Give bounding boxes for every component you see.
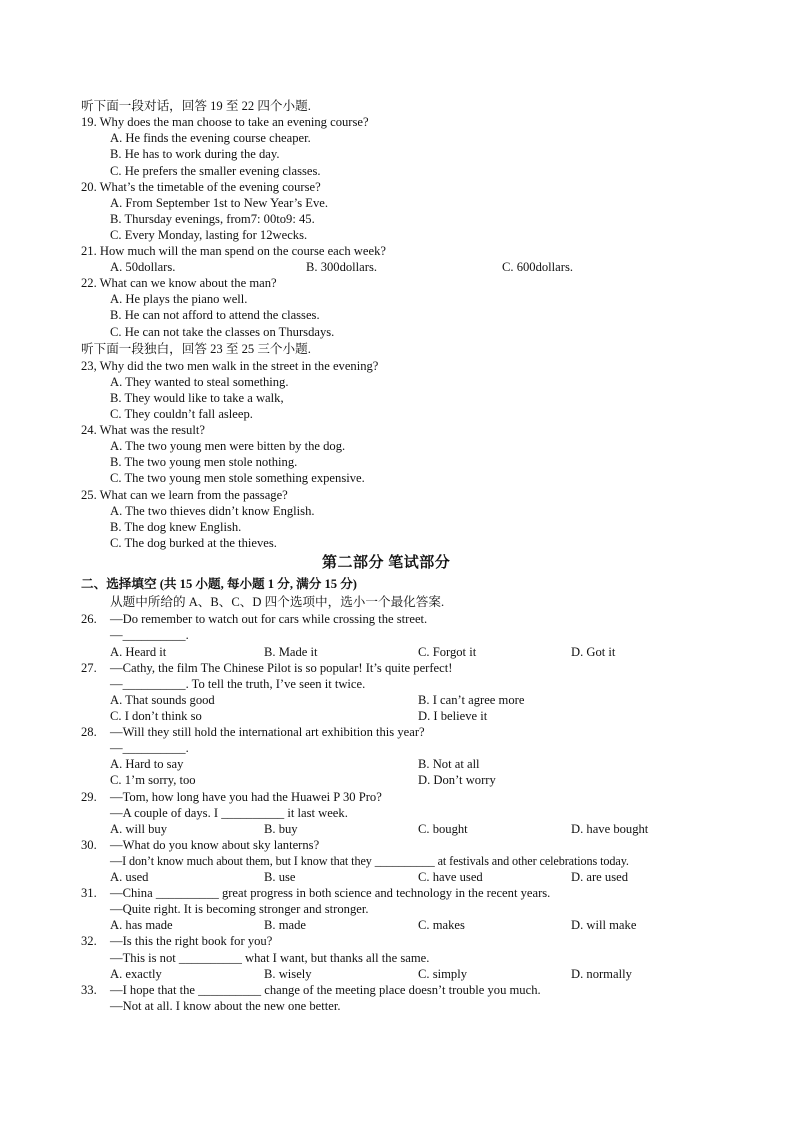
q22-option-c: C. He can not take the classes on Thursdays. xyxy=(110,325,335,339)
q25-option-b: B. The dog knew English. xyxy=(110,520,242,534)
q28-number: 28. xyxy=(81,725,97,739)
part2-title: 第二部分 笔试部分 xyxy=(322,555,451,571)
q28-line1: —Will they still hold the international art exhibition this year? xyxy=(110,725,425,739)
q21-option-c: C. 600dollars. xyxy=(502,260,574,274)
q29-option-a: A. will buy xyxy=(110,822,168,836)
q29-line2: —A couple of days. I __________ it last week. xyxy=(110,806,348,820)
q22-option-a: A. He plays the piano well. xyxy=(110,292,248,306)
q23-option-c: C. They couldn’t fall asleep. xyxy=(110,407,253,421)
q22-option-b: B. He can not afford to attend the classes. xyxy=(110,308,320,322)
q27-line1: —Cathy, the film The Chinese Pilot is so popular! It’s quite perfect! xyxy=(110,661,453,675)
q20-option-a: A. From September 1st to New Year’s Eve. xyxy=(110,196,329,210)
q31-option-b: B. made xyxy=(264,918,306,932)
q33-line1: —I hope that the __________ change of the meeting place doesn’t trouble you much. xyxy=(110,983,541,997)
q21-option-a: A. 50dollars. xyxy=(110,260,176,274)
q33-number: 33. xyxy=(81,983,97,997)
q29-option-d: D. have bought xyxy=(571,822,649,836)
q27-line2: —__________. To tell the truth, I’ve seen it twice. xyxy=(110,677,366,691)
q30-option-c: C. have used xyxy=(418,870,483,884)
q28-line2: —__________. xyxy=(110,741,189,755)
q31-option-d: D. will make xyxy=(571,918,637,932)
section-heading: 二、选择填空 (共 15 小题, 每小题 1 分, 满分 15 分) xyxy=(81,577,358,591)
q23-option-a: A. They wanted to steal something. xyxy=(110,375,289,389)
q24-option-b: B. The two young men stole nothing. xyxy=(110,455,298,469)
q23-stem: 23, Why did the two men walk in the street in the evening? xyxy=(81,359,379,373)
q32-number: 32. xyxy=(81,934,97,948)
q26-option-a: A. Heard it xyxy=(110,645,167,659)
q26-number: 26. xyxy=(81,612,97,626)
section-instruction: 从题中所给的 A、B、C、D 四个选项中，选小一个最化答案. xyxy=(110,595,445,609)
q30-option-a: A. used xyxy=(110,870,149,884)
q19-option-a: A. He finds the evening course cheaper. xyxy=(110,131,311,145)
q33-line2: —Not at all. I know about the new one better. xyxy=(110,999,341,1013)
q19-stem: 19. Why does the man choose to take an evening course? xyxy=(81,115,369,129)
q25-stem: 25. What can we learn from the passage? xyxy=(81,488,288,502)
q24-option-a: A. The two young men were bitten by the dog. xyxy=(110,439,346,453)
q26-option-b: B. Made it xyxy=(264,645,318,659)
q30-line2: —I don’t know much about them, but I know that they __________ at festivals and other celebrations today. xyxy=(110,854,629,868)
q31-option-c: C. makes xyxy=(418,918,465,932)
q29-option-b: B. buy xyxy=(264,822,298,836)
q19-option-b: B. He has to work during the day. xyxy=(110,147,280,161)
q31-line1: —China __________ great progress in both science and technology in the recent years. xyxy=(110,886,551,900)
q31-number: 31. xyxy=(81,886,97,900)
q27-option-d: D. I believe it xyxy=(418,709,488,723)
q27-number: 27. xyxy=(81,661,97,675)
q23-option-b: B. They would like to take a walk, xyxy=(110,391,284,405)
q30-option-b: B. use xyxy=(264,870,296,884)
intro-23-25: 听下面一段独白，回答 23 至 25 三个小题. xyxy=(81,342,311,356)
q31-option-a: A. has made xyxy=(110,918,173,932)
q19-option-c: C. He prefers the smaller evening classes. xyxy=(110,164,321,178)
q28-option-b: B. Not at all xyxy=(418,757,480,771)
q24-option-c: C. The two young men stole something expensive. xyxy=(110,471,365,485)
q26-option-d: D. Got it xyxy=(571,645,616,659)
q21-stem: 21. How much will the man spend on the course each week? xyxy=(81,244,386,258)
q26-line1: —Do remember to watch out for cars while crossing the street. xyxy=(110,612,428,626)
q32-option-b: B. wisely xyxy=(264,967,312,981)
q27-option-a: A. That sounds good xyxy=(110,693,215,707)
q32-option-a: A. exactly xyxy=(110,967,162,981)
q26-option-c: C. Forgot it xyxy=(418,645,477,659)
q27-option-b: B. I can’t agree more xyxy=(418,693,525,707)
q20-option-b: B. Thursday evenings, from7: 00to9: 45. xyxy=(110,212,315,226)
q31-line2: —Quite right. It is becoming stronger and stronger. xyxy=(110,902,369,916)
q30-line1: —What do you know about sky lanterns? xyxy=(110,838,320,852)
q27-option-c: C. I don’t think so xyxy=(110,709,202,723)
q32-option-c: C. simply xyxy=(418,967,467,981)
intro-19-22: 听下面一段对话，回答 19 至 22 四个小题. xyxy=(81,99,311,113)
q20-option-c: C. Every Monday, lasting for 12wecks. xyxy=(110,228,308,242)
q26-line2: —__________. xyxy=(110,628,189,642)
q25-option-c: C. The dog burked at the thieves. xyxy=(110,536,277,550)
q28-option-a: A. Hard to say xyxy=(110,757,184,771)
q29-option-c: C. bought xyxy=(418,822,468,836)
q21-option-b: B. 300dollars. xyxy=(306,260,378,274)
q30-option-d: D. are used xyxy=(571,870,628,884)
q32-option-d: D. normally xyxy=(571,967,632,981)
q22-stem: 22. What can we know about the man? xyxy=(81,276,277,290)
q30-number: 30. xyxy=(81,838,97,852)
q32-line1: —Is this the right book for you? xyxy=(110,934,273,948)
q28-option-d: D. Don’t worry xyxy=(418,773,496,787)
q32-line2: —This is not __________ what I want, but thanks all the same. xyxy=(110,951,430,965)
q20-stem: 20. What’s the timetable of the evening course? xyxy=(81,180,321,194)
q28-option-c: C. 1’m sorry, too xyxy=(110,773,196,787)
q24-stem: 24. What was the result? xyxy=(81,423,205,437)
q25-option-a: A. The two thieves didn’t know English. xyxy=(110,504,315,518)
q29-line1: —Tom, how long have you had the Huawei P 30 Pro? xyxy=(110,790,382,804)
q29-number: 29. xyxy=(81,790,97,804)
